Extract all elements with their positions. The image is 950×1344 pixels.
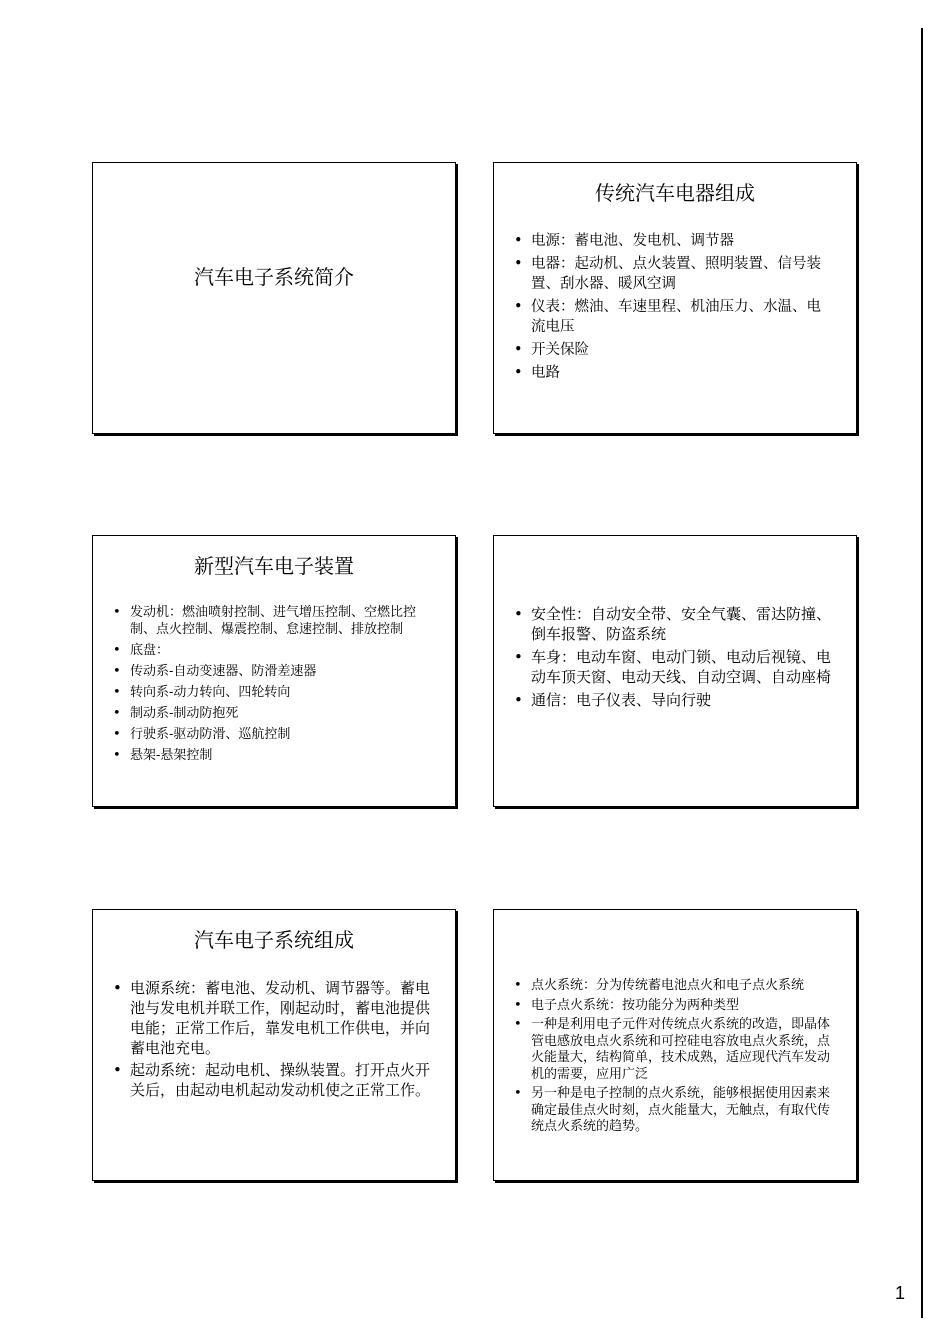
bullet-item: • 电子点火系统：按功能分为两种类型 [512,998,832,1015]
slide-title: 传统汽车电器组成 [595,181,755,205]
bullet-item: • 电路 [512,363,832,383]
page-number: 1 [895,1283,906,1303]
slide-title: 汽车电子系统简介 [194,265,354,289]
bullet-item: • 电源：蓄电池、发电机、调节器 [512,231,832,251]
bullet-item: • 另一种是电子控制的点火系统，能够根据使用因素来确定最佳点火时刻，点火能量大，无触点，有取代传统点火系统的趋势。 [512,1086,832,1136]
slide-title: 汽车电子系统组成 [194,928,354,952]
page-margin-rule [921,28,923,1318]
bullet-item: • 仪表：燃油、车速里程、机油压力、水温、电流电压 [512,297,832,337]
bullet-item: • 发动机：燃油喷射控制、进气增压控制、空燃比控制、点火控制、爆震控制、怠速控制、排放控制 [111,604,431,638]
bullet-item: • 电源系统：蓄电池、发动机、调节器等。蓄电池与发电机并联工作，刚起动时，蓄电池提供电能；正常工作后，靠发电机工作供电，并向蓄电池充电。 [111,978,431,1058]
bullet-item: • 悬架-悬架控制 [111,747,431,764]
bullet-list [111,978,431,1102]
bullet-item: • 转向系-动力转向、四轮转向 [111,684,431,701]
slide-3 [92,535,456,807]
slide-6 [493,909,857,1181]
bullet-list [512,978,832,1139]
bullet-item: • 开关保险 [512,340,832,360]
bullet-list [111,604,431,768]
bullet-item: • 一种是利用电子元件对传统点火系统的改造，即晶体管电感放电点火系统和可控硅电容放电点火系统，点火能量大，结构简单，技术成熟，适应现代汽车发动机的需要，应用广泛 [512,1017,832,1083]
bullet-list [512,604,832,713]
bullet-item: • 车身：电动车窗、电动门锁、电动后视镜、电动车顶天窗、电动天线、自动空调、自动座椅 [512,647,832,687]
slide-4 [493,535,857,807]
bullet-item: • 点火系统：分为传统蓄电池点火和电子点火系统 [512,978,832,995]
bullet-item: • 安全性：自动安全带、安全气囊、雷达防撞、倒车报警、防盗系统 [512,604,832,644]
bullet-item: • 传动系-自动变速器、防滑差速器 [111,663,431,680]
bullet-item: • 底盘： [111,642,431,659]
bullet-item: • 通信：电子仪表、导向行驶 [512,690,832,710]
slide-5 [92,909,456,1181]
slide-2 [493,162,857,434]
bullet-item: • 电器：起动机、点火装置、照明装置、信号装置、刮水器、暖风空调 [512,254,832,294]
bullet-item: • 起动系统：起动电机、操纵装置。打开点火开关后，由起动电机起动发动机使之正常工作。 [111,1060,431,1100]
bullet-list [512,231,832,386]
slide-1 [92,162,456,434]
bullet-item: • 行驶系-驱动防滑、巡航控制 [111,726,431,743]
bullet-item: • 制动系-制动防抱死 [111,705,431,722]
slide-title: 新型汽车电子装置 [194,554,354,578]
